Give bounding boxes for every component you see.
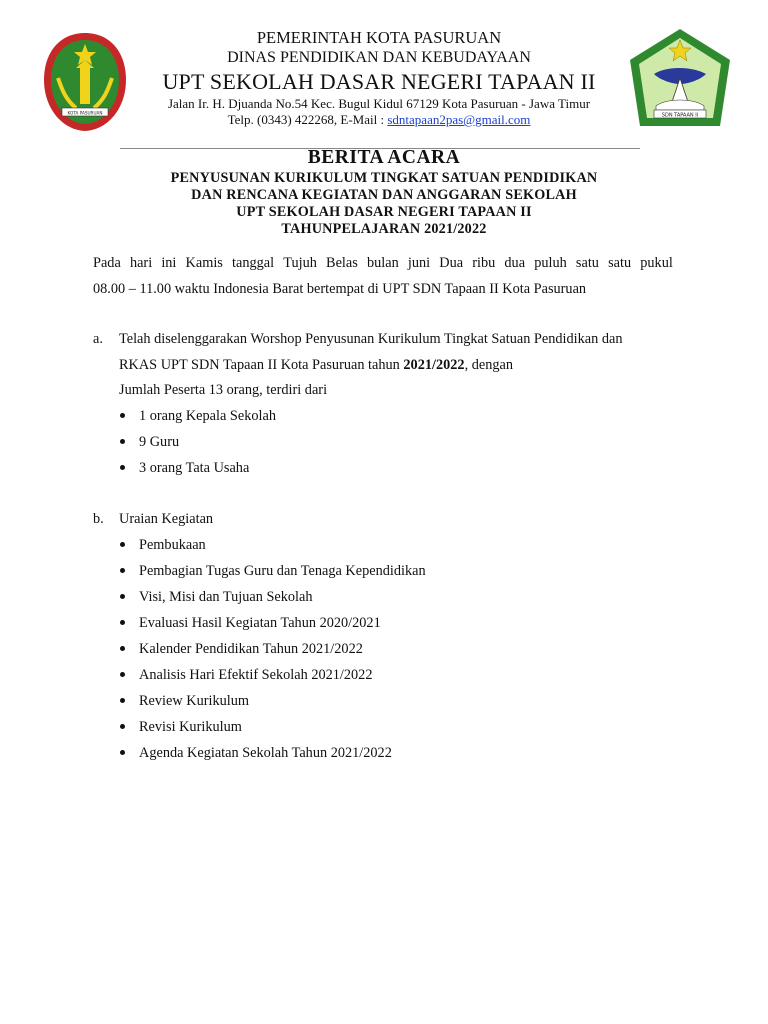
school-name: UPT SEKOLAH DASAR NEGERI TAPAAN II [162, 69, 596, 94]
participant-item [119, 433, 276, 459]
intro-word: pukul [640, 255, 673, 271]
list-item-text: 3 orang Tata Usaha [139, 460, 250, 476]
bullet-icon [120, 672, 125, 677]
activity-item [119, 614, 426, 640]
document-title: BERITA ACARA [307, 147, 461, 168]
activity-item [119, 666, 426, 692]
activity-item [119, 692, 426, 718]
section-a-line-3: Jumlah Peserta 13 orang, terdiri dari [119, 382, 328, 398]
intro-word: Tujuh [283, 255, 317, 271]
intro-word: puluh [534, 255, 567, 271]
list-item-text: 9 Guru [139, 434, 180, 450]
list-item-text: Kalender Pendidikan Tahun 2021/2022 [139, 641, 363, 657]
participants-list [119, 407, 276, 485]
intro-line-1 [93, 254, 673, 272]
logo-right-label: SDN TAPAAN II [661, 112, 699, 119]
intro-word: bulan [366, 255, 399, 271]
intro-word: ini [161, 255, 177, 271]
document-title-block [80, 146, 688, 238]
section-a-line-2 [119, 356, 513, 374]
bullet-icon [120, 750, 125, 755]
activity-item [119, 718, 426, 744]
list-item-text: Pembagian Tugas Guru dan Tenaga Kependidikan [139, 563, 426, 579]
intro-word: satu [608, 255, 632, 271]
section-b-heading: Uraian Kegiatan [119, 511, 214, 527]
letterhead-text [124, 28, 634, 128]
section-a-line-2-end: , dengan [464, 357, 513, 373]
intro-word: ribu [472, 255, 496, 271]
school-emblem-logo [626, 26, 734, 130]
section-a-line-1: Telah diselenggarakan Worshop Penyusunan Kurikulum Tingkat Satuan Pendidikan dan [119, 331, 623, 347]
list-item-text: Analisis Hari Efektif Sekolah 2021/2022 [139, 667, 373, 683]
list-item-text: Evaluasi Hasil Kegiatan Tahun 2020/2021 [139, 615, 381, 631]
activity-item [119, 640, 426, 666]
intro-word: hari [129, 255, 153, 271]
email-link[interactable]: sdntapaan2pas@gmail.com [387, 112, 531, 127]
bullet-icon [120, 646, 125, 651]
list-item-text: Agenda Kegiatan Sekolah Tahun 2021/2022 [139, 745, 392, 761]
activity-item [119, 536, 426, 562]
list-item-text: Visi, Misi dan Tujuan Sekolah [139, 589, 313, 605]
letterhead [36, 22, 736, 132]
bullet-icon [120, 465, 125, 470]
contact-line [124, 112, 634, 128]
bullet-icon [120, 568, 125, 573]
intro-word: Dua [439, 255, 464, 271]
section-b-marker: b. [93, 511, 104, 527]
city-emblem-logo [40, 30, 130, 134]
list-item-text: Review Kurikulum [139, 693, 249, 709]
intro-word: dua [504, 255, 526, 271]
intro-word: Belas [326, 255, 358, 271]
intro-word: Kamis [185, 255, 223, 271]
bullet-icon [120, 724, 125, 729]
intro-line-2: 08.00 – 11.00 waktu Indonesia Barat bertempat di UPT SDN Tapaan II Kota Pasuruan [93, 281, 587, 297]
logo-left-label: KOTA PASURUAN [67, 110, 103, 116]
section-a-line-2-text: RKAS UPT SDN Tapaan II Kota Pasuruan tahun [119, 357, 404, 373]
list-item-text: Revisi Kurikulum [139, 719, 242, 735]
activity-item [119, 562, 426, 588]
participant-item [119, 459, 276, 485]
intro-word: Pada [93, 255, 121, 271]
department-name: DINAS PENDIDIKAN DAN KEBUDAYAAN [227, 49, 531, 66]
section-a-marker: a. [93, 331, 103, 347]
government-name: PEMERINTAH KOTA PASURUAN [256, 28, 502, 47]
bullet-icon [120, 542, 125, 547]
intro-word: juni [407, 255, 431, 271]
participant-item [119, 407, 276, 433]
school-address: Jalan Ir. H. Djuanda No.54 Kec. Bugul Kidul 67129 Kota Pasuruan - Jawa Timur [167, 96, 591, 111]
activity-item [119, 588, 426, 614]
list-item-text: Pembukaan [139, 537, 206, 553]
bullet-icon [120, 439, 125, 444]
activity-item [119, 744, 426, 770]
intro-word: tanggal [232, 255, 275, 271]
subtitle-line-3: UPT SEKOLAH DASAR NEGERI TAPAAN II [236, 204, 532, 220]
intro-word: satu [575, 255, 599, 271]
bullet-icon [120, 413, 125, 418]
list-item-text: 1 orang Kepala Sekolah [139, 408, 276, 424]
subtitle-line-2: DAN RENCANA KEGIATAN DAN ANGGARAN SEKOLAH [191, 187, 577, 203]
subtitle-line-1: PENYUSUNAN KURIKULUM TINGKAT SATUAN PENDIDIKAN [170, 170, 598, 186]
phone-label: Telp. (0343) 422268, E-Mail : [227, 112, 388, 127]
bullet-icon [120, 698, 125, 703]
bullet-icon [120, 620, 125, 625]
activities-list [119, 536, 426, 770]
subtitle-line-4: TAHUNPELAJARAN 2021/2022 [281, 221, 487, 237]
intro-paragraph [93, 254, 673, 298]
bullet-icon [120, 594, 125, 599]
academic-year-bold: 2021/2022 [403, 357, 465, 373]
